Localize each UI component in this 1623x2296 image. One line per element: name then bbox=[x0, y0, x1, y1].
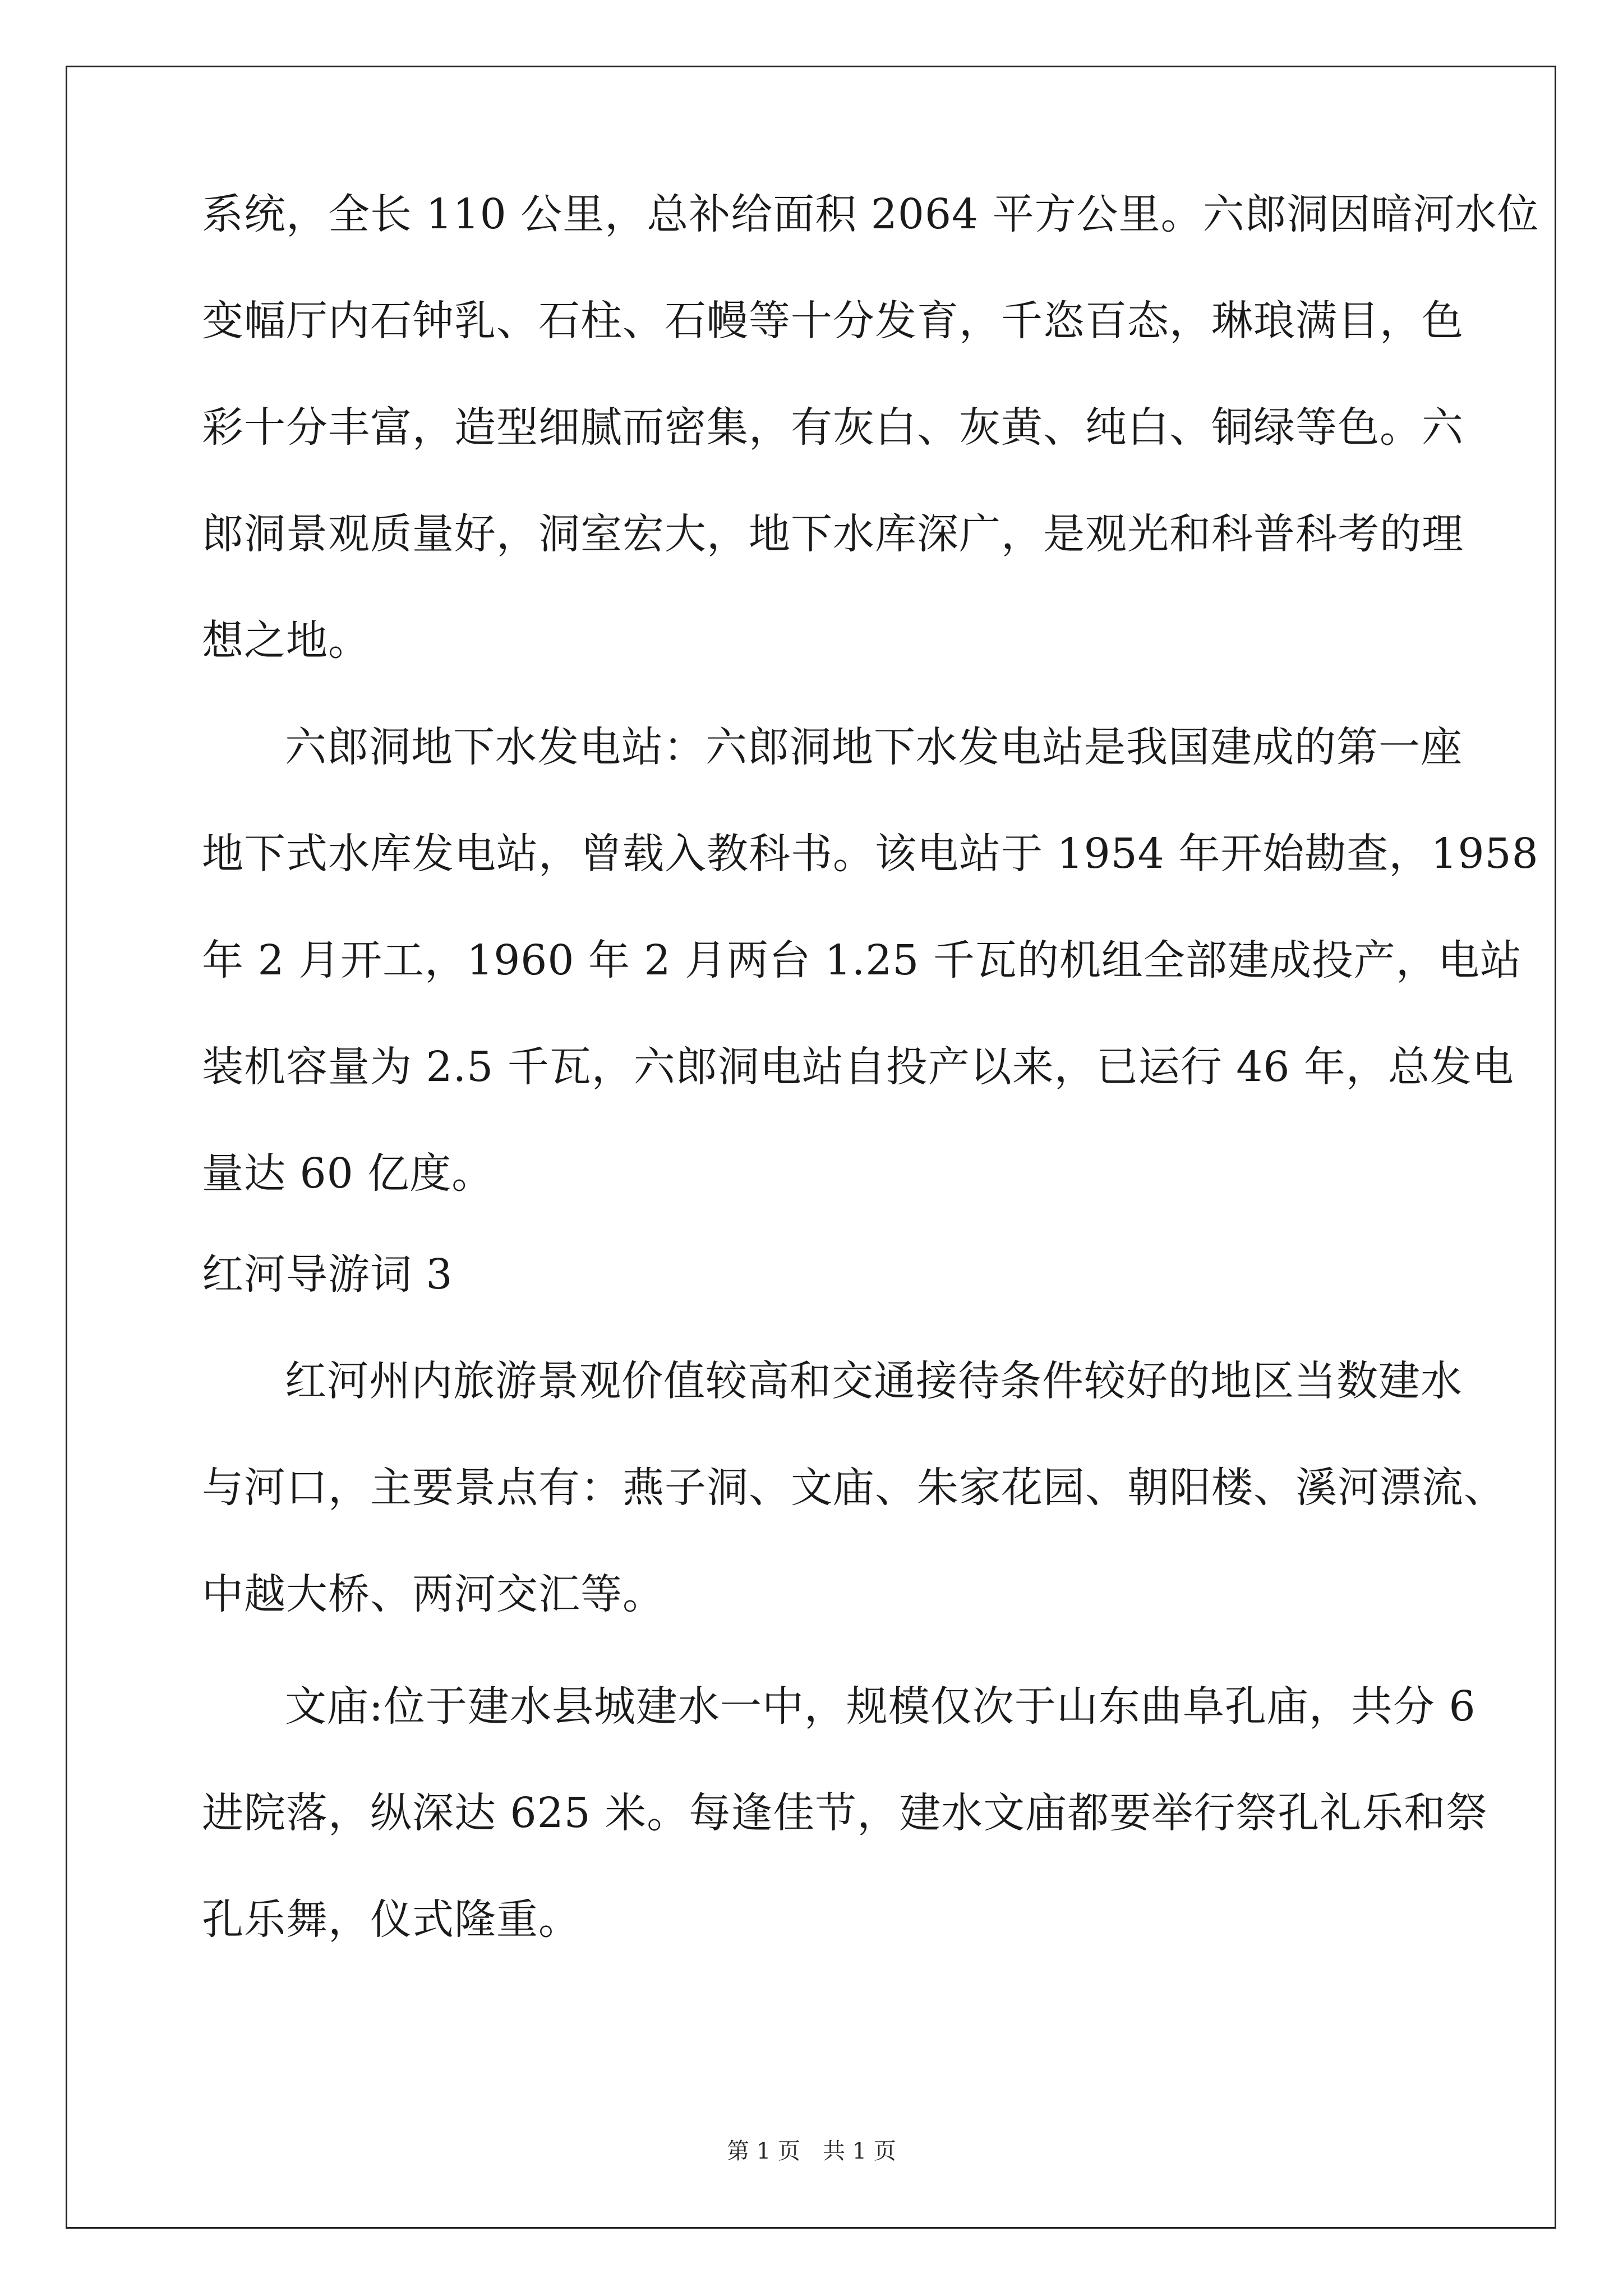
text-line: 孔乐舞，仪式隆重。 bbox=[202, 1895, 580, 1944]
paragraph-honghe-overview bbox=[202, 1355, 1506, 1621]
text-line: 地下式水库发电站，曾载入教科书。该电站于 1954 年开始勘查，1958 bbox=[202, 830, 1539, 878]
paragraph-confucian-temple bbox=[202, 1680, 1488, 1946]
text-line: 红河州内旅游景观价值较高和交通接待条件较好的地区当数建水 bbox=[285, 1357, 1463, 1405]
text-line: 变幅厅内石钟乳、石柱、石幔等十分发育，千恣百态，琳琅满目，色 bbox=[202, 297, 1464, 345]
text-line: 系统，全长 110 公里，总补给面积 2064 平方公里。六郎洞因暗河水位 bbox=[202, 190, 1539, 238]
text-line: 进院落，纵深达 625 米。每逢佳节，建水文庙都要举行祭孔礼乐和祭 bbox=[202, 1789, 1488, 1837]
text-line: 与河口，主要景点有：燕子洞、文庙、朱家花园、朝阳楼、溪河漂流、 bbox=[202, 1464, 1506, 1512]
text-line: 郎洞景观质量好，洞室宏大，地下水库深广，是观光和科普科考的理 bbox=[202, 510, 1464, 558]
heading-text: 红河导游词 3 bbox=[202, 1250, 453, 1299]
section-heading bbox=[202, 1248, 1430, 1301]
page-number-footer: 第 1 页 共 1 页 bbox=[727, 2138, 896, 2164]
text-line: 彩十分丰富，造型细腻而密集，有灰白、灰黄、纯白、铜绿等色。六 bbox=[202, 403, 1464, 452]
text-line: 量达 60 亿度。 bbox=[202, 1149, 494, 1198]
paragraph-power-station bbox=[202, 721, 1539, 1200]
text-line: 装机容量为 2.5 千瓦，六郎洞电站自投产以来，已运行 46 年，总发电 bbox=[202, 1043, 1514, 1091]
text-line: 文庙:位于建水县城建水一中，规模仅次于山东曲阜孔庙，共分 6 bbox=[285, 1682, 1476, 1731]
text-line: 想之地。 bbox=[202, 616, 370, 665]
paragraph-cave-description bbox=[202, 188, 1539, 667]
text-line: 年 2 月开工，1960 年 2 月两台 1.25 千瓦的机组全部建成投产，电站 bbox=[202, 936, 1522, 984]
text-line: 中越大桥、两河交汇等。 bbox=[202, 1570, 665, 1618]
text-line: 六郎洞地下水发电站：六郎洞地下水发电站是我国建成的第一座 bbox=[285, 723, 1463, 771]
